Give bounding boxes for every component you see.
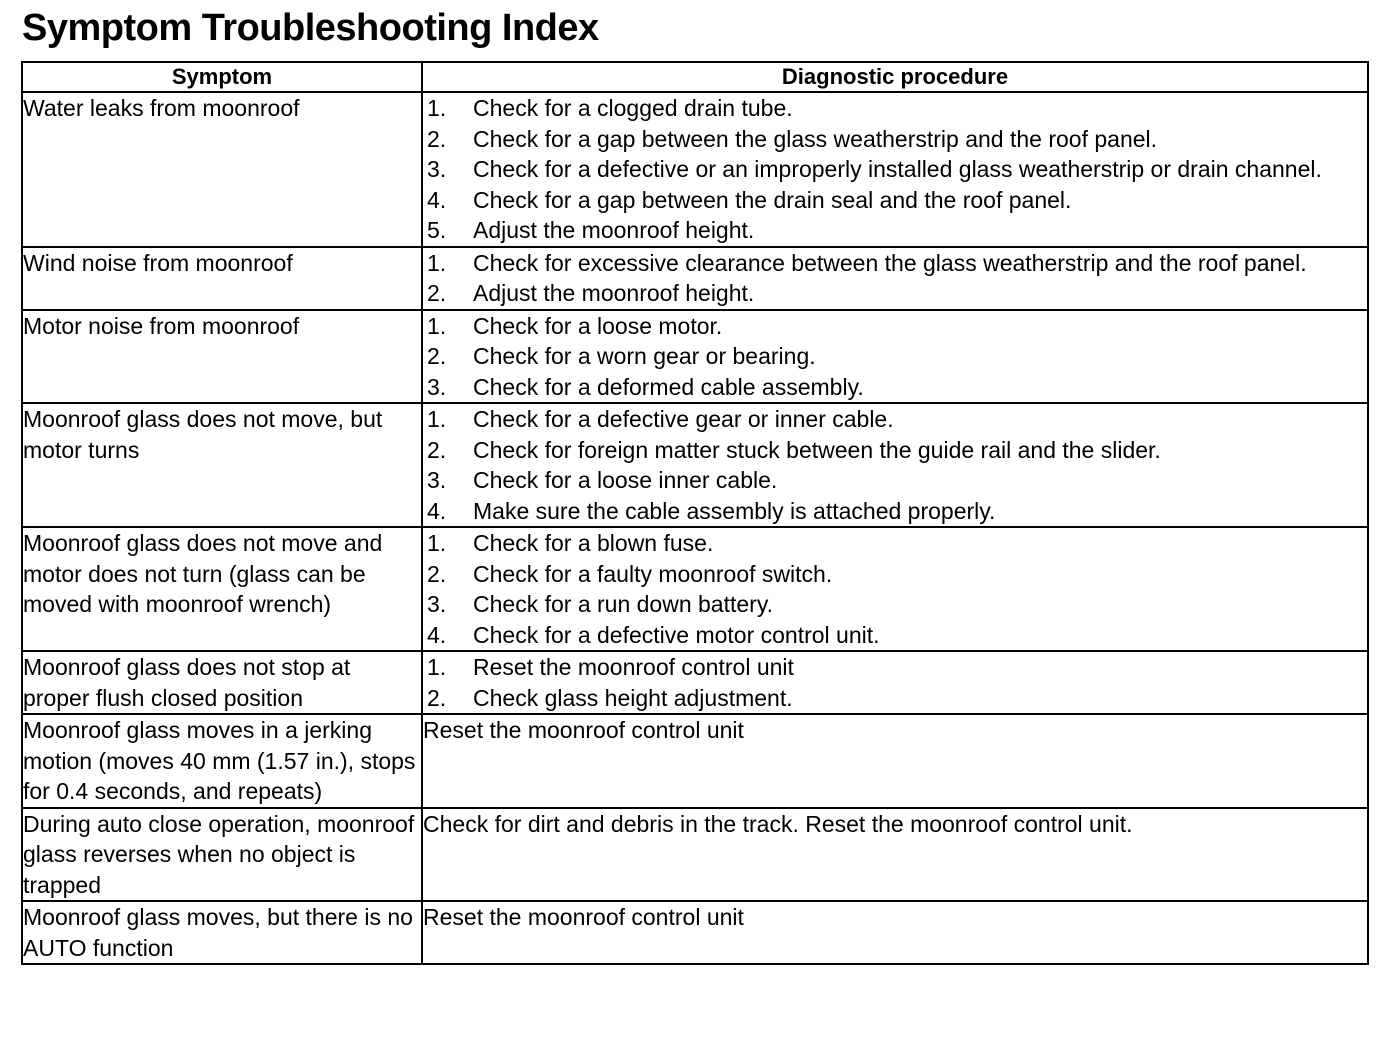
step-number: 2. [427,280,447,306]
procedure-cell [422,714,1368,808]
step-text: Check for a clogged drain tube. [473,95,793,121]
header-symptom: Symptom [22,62,422,92]
step-number: 2. [427,560,447,587]
step-number: 4. [427,497,447,524]
table-row [22,92,1368,247]
symptom-cell: Water leaks from moonroof [22,92,422,247]
symptom-cell: Moonroof glass does not move, but motor turns [22,403,422,527]
procedure-text: Reset the moonroof control unit [423,717,744,743]
step-text: Check for a gap between the drain seal and the roof panel. [473,186,1072,213]
procedure-steps [423,93,1367,246]
step-number: 2. [427,343,447,369]
procedure-cell [422,247,1368,310]
step-number: 3. [427,467,447,493]
procedure-text: Reset the moonroof control unit [423,904,744,930]
symptom-cell: Moonroof glass moves in a jerking motion (moves 40 mm (1.57 in.), stops for 0.4 seconds, and repeats) [22,714,422,808]
step-number: 3. [427,373,447,400]
step-text: Check for a faulty moonroof switch. [473,560,833,587]
step-number: 3. [427,591,447,617]
step-text: Check for excessive clearance between the glass weatherstrip and the roof panel. [473,249,1307,276]
step-number: 4. [427,621,447,648]
procedure-step [423,154,1367,185]
procedure-step [423,404,1367,435]
procedure-cell [422,527,1368,651]
symptom-cell: Motor noise from moonroof [22,310,422,404]
header-diagnostic-procedure: Diagnostic procedure [422,62,1368,92]
step-number: 1. [427,95,447,121]
table-row [22,714,1368,808]
step-number: 5. [427,217,447,243]
procedure-step [423,278,1367,309]
step-number: 2. [427,125,447,152]
table-row [22,310,1368,404]
procedure-step [423,215,1367,246]
procedure-step [423,465,1367,496]
step-number: 1. [427,654,447,680]
step-text: Check for foreign matter stuck between the guide rail and the slider. [473,436,1161,463]
step-text: Adjust the moonroof height. [473,280,755,306]
step-text: Check for a run down battery. [473,591,773,617]
symptom-cell: Wind noise from moonroof [22,247,422,310]
procedure-steps [423,528,1367,650]
step-text: Check for a loose inner cable. [473,467,778,493]
procedure-cell [422,901,1368,964]
procedure-step [423,185,1367,216]
procedure-step [423,620,1367,651]
step-text: Check glass height adjustment. [473,684,793,711]
step-number: 1. [427,530,447,556]
procedure-steps [423,248,1367,309]
step-number: 1. [427,249,447,276]
troubleshooting-table [21,61,1369,965]
procedure-step [423,496,1367,527]
step-number: 1. [427,406,447,432]
procedure-cell [422,651,1368,714]
procedure-steps [423,652,1367,713]
procedure-step [423,372,1367,403]
step-text: Check for a defective or an improperly installed glass weatherstrip or drain channel. [473,156,1322,182]
procedure-cell [422,310,1368,404]
step-text: Check for a loose motor. [473,312,723,339]
table-row [22,527,1368,651]
procedure-steps [423,404,1367,526]
table-row [22,808,1368,902]
procedure-step [423,528,1367,559]
procedure-step [423,435,1367,466]
step-text: Check for a gap between the glass weatherstrip and the roof panel. [473,125,1158,152]
step-number: 2. [427,684,447,711]
procedure-cell [422,92,1368,247]
step-text: Check for a worn gear or bearing. [473,343,816,369]
procedure-step [423,341,1367,372]
symptom-cell: During auto close operation, moonroof glass reverses when no object is trapped [22,808,422,902]
procedure-step [423,311,1367,342]
table-row [22,247,1368,310]
step-number: 1. [427,312,447,339]
step-text: Check for a defective motor control unit. [473,621,880,648]
symptom-cell: Moonroof glass does not move and motor does not turn (glass can be moved with moonroof wrench) [22,527,422,651]
procedure-text: Check for dirt and debris in the track. Reset the moonroof control unit. [423,810,1133,837]
table-header-row [22,62,1368,92]
step-text: Adjust the moonroof height. [473,217,755,243]
table-row [22,651,1368,714]
page-title: Symptom Troubleshooting Index [22,7,599,49]
procedure-step [423,248,1367,279]
step-text: Make sure the cable assembly is attached properly. [473,497,996,524]
procedure-cell [422,808,1368,902]
procedure-step [423,559,1367,590]
step-number: 3. [427,156,447,182]
step-text: Reset the moonroof control unit [473,654,794,680]
step-number: 2. [427,436,447,463]
procedure-step [423,652,1367,683]
table-row [22,901,1368,964]
procedure-step [423,589,1367,620]
procedure-step [423,93,1367,124]
step-text: Check for a defective gear or inner cable. [473,406,894,432]
step-number: 4. [427,186,447,213]
step-text: Check for a deformed cable assembly. [473,373,864,400]
procedure-step [423,124,1367,155]
procedure-step [423,683,1367,714]
table-row [22,403,1368,527]
procedure-steps [423,311,1367,403]
symptom-cell: Moonroof glass does not stop at proper flush closed position [22,651,422,714]
procedure-cell [422,403,1368,527]
step-text: Check for a blown fuse. [473,530,714,556]
symptom-cell: Moonroof glass moves, but there is no AUTO function [22,901,422,964]
